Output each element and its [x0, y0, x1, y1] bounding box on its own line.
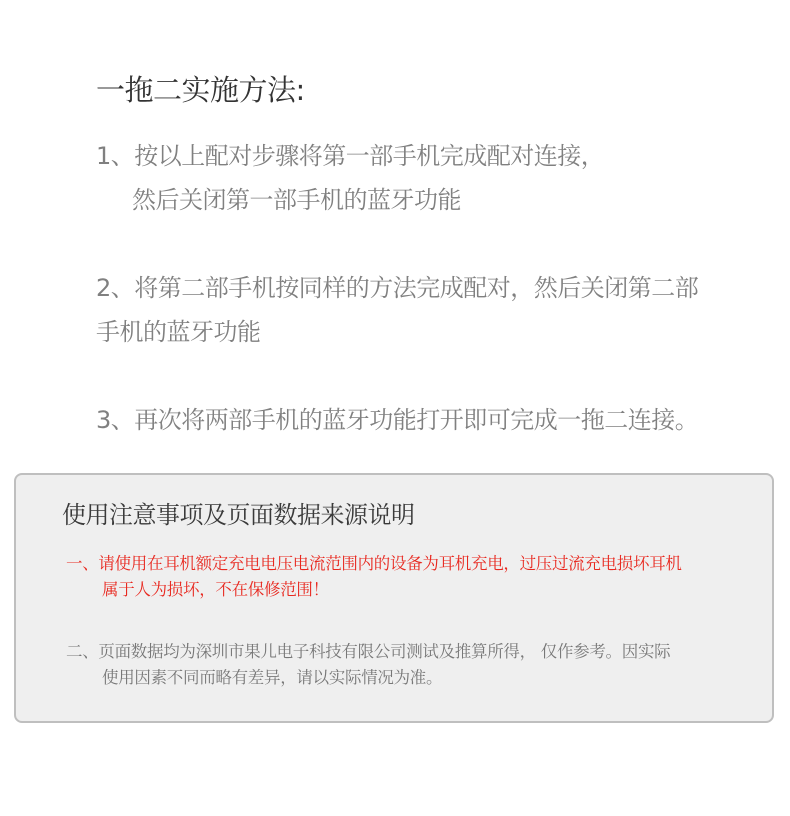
step-1-line-1: 1、按以上配对步骤将第一部手机完成配对连接，	[96, 142, 605, 170]
step-3-line-1: 3、再次将两部手机的蓝牙功能打开即可完成一拖二连接。	[96, 406, 699, 434]
step-1-line-2: 然后关闭第一部手机的蓝牙功能	[132, 186, 461, 214]
notice-title: 使用注意事项及页面数据来源说明	[62, 501, 415, 529]
step-2-line-1: 2、将第二部手机按同样的方法完成配对，然后关闭第二部	[96, 274, 699, 302]
notice-box	[14, 473, 774, 723]
notice-warning-line-2: 属于人为损坏，不在保修范围！	[102, 580, 329, 599]
notice-data-source-line-2: 使用因素不同而略有差异，请以实际情况为准。	[102, 668, 443, 687]
step-2-line-2: 手机的蓝牙功能	[96, 318, 261, 346]
notice-data-source-line-1: 二、页面数据均为深圳市果儿电子科技有限公司测试及推算所得， 仅作参考。因实际	[66, 642, 671, 661]
page-title: 一拖二实施方法:	[96, 73, 305, 107]
notice-warning-line-1: 一、请使用在耳机额定充电电压电流范围内的设备为耳机充电，过压过流充电损坏耳机	[66, 554, 682, 573]
